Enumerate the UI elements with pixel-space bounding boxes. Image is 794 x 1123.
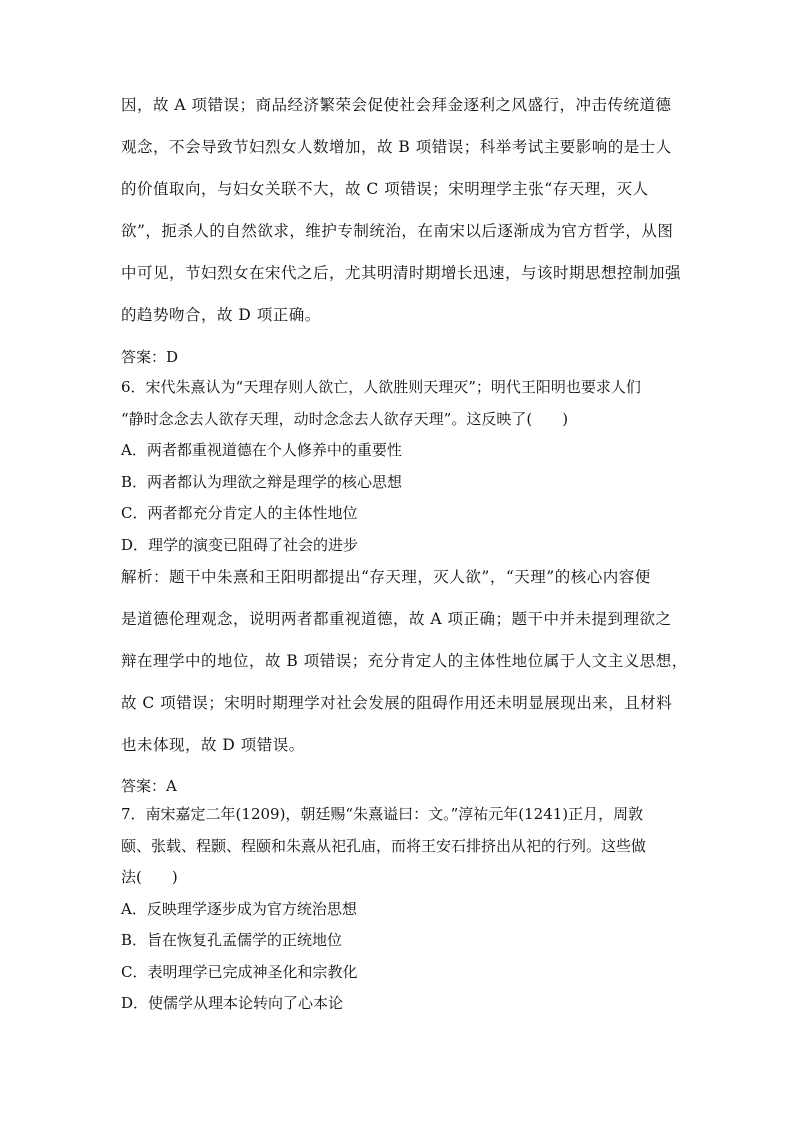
question-stem-line: 法( ) (121, 868, 178, 886)
option-d: D．使儒学从理本论转向了心本论 (121, 994, 344, 1012)
question-stem-line: 7．南宋嘉定二年(1209)，朝廷赐“朱熹谥曰：文。”淳祐元年(1241)正月，周敦 (121, 805, 644, 823)
explanation-line: 观念，不会导致节妇烈女人数增加，故 B 项错误；科举考试主要影响的是士人 (121, 138, 672, 156)
explanation-line: 的价值取向，与妇女关联不大，故 C 项错误；宋明理学主张“存天理，灭人 (121, 180, 649, 198)
option-c: C．两者都充分肯定人的主体性地位 (121, 504, 358, 522)
explanation-line: 也未体现，故 D 项错误。 (121, 736, 305, 754)
explanation-line: 是道德伦理观念，说明两者都重视道德，故 A 项正确；题干中并未提到理欲之 (121, 610, 672, 628)
option-a: A．反映理学逐步成为官方统治思想 (121, 899, 357, 918)
explanation-q6 (121, 556, 688, 766)
question-stem-line: “静时念念去人欲存天理，动时念念去人欲存天理”。这反映了( ) (121, 409, 569, 428)
answer-q6: 答案：A (121, 777, 177, 795)
question-stem-line: 颐、张载、程颢、程颐和朱熹从祀孔庙，而将王安石排挤出从祀的行列。这些做 (121, 836, 647, 855)
question-6 (121, 372, 681, 561)
question-stem-line: 6．宋代朱熹认为“天理存则人欲亡，人欲胜则天理灭”；明代王阳明也要求人们 (121, 378, 641, 396)
explanation-line: 中可见，节妇烈女在宋代之后，尤其明清时期增长迅速，与该时期思想控制加强 (121, 264, 682, 282)
option-c: C．表明理学已完成神圣化和宗教化 (121, 962, 358, 981)
answer-q5: 答案：D (121, 348, 179, 366)
explanation-line: 欲”，扼杀人的自然欲求，维护专制统治，在南宋以后逐渐成为官方哲学，从图 (121, 222, 674, 240)
explanation-line: 的趋势吻合，故 D 项正确。 (121, 306, 321, 324)
explanation-line: 辩在理学中的地位，故 B 项错误；充分肯定人的主体性地位属于人文主义思想， (121, 652, 688, 670)
option-b: B．两者都认为理欲之辩是理学的核心思想 (121, 472, 403, 491)
explanation-line: 解析：题干中朱熹和王阳明都提出“存天理，灭人欲”，“天理”的核心内容便 (121, 568, 651, 586)
explanation-q5 (121, 84, 681, 336)
question-7 (121, 799, 681, 1020)
explanation-line: 因，故 A 项错误；商品经济繁荣会促使社会拜金逐利之风盛行，冲击传统道德 (121, 96, 672, 114)
explanation-line: 故 C 项错误；宋明时期理学对社会发展的阻碍作用还未明显展现出来，且材料 (121, 694, 673, 712)
option-a: A．两者都重视道德在个人修养中的重要性 (121, 441, 402, 459)
option-d: D．理学的演变已阻碍了社会的进步 (121, 535, 359, 554)
option-b: B．旨在恢复孔孟儒学的正统地位 (121, 931, 343, 949)
